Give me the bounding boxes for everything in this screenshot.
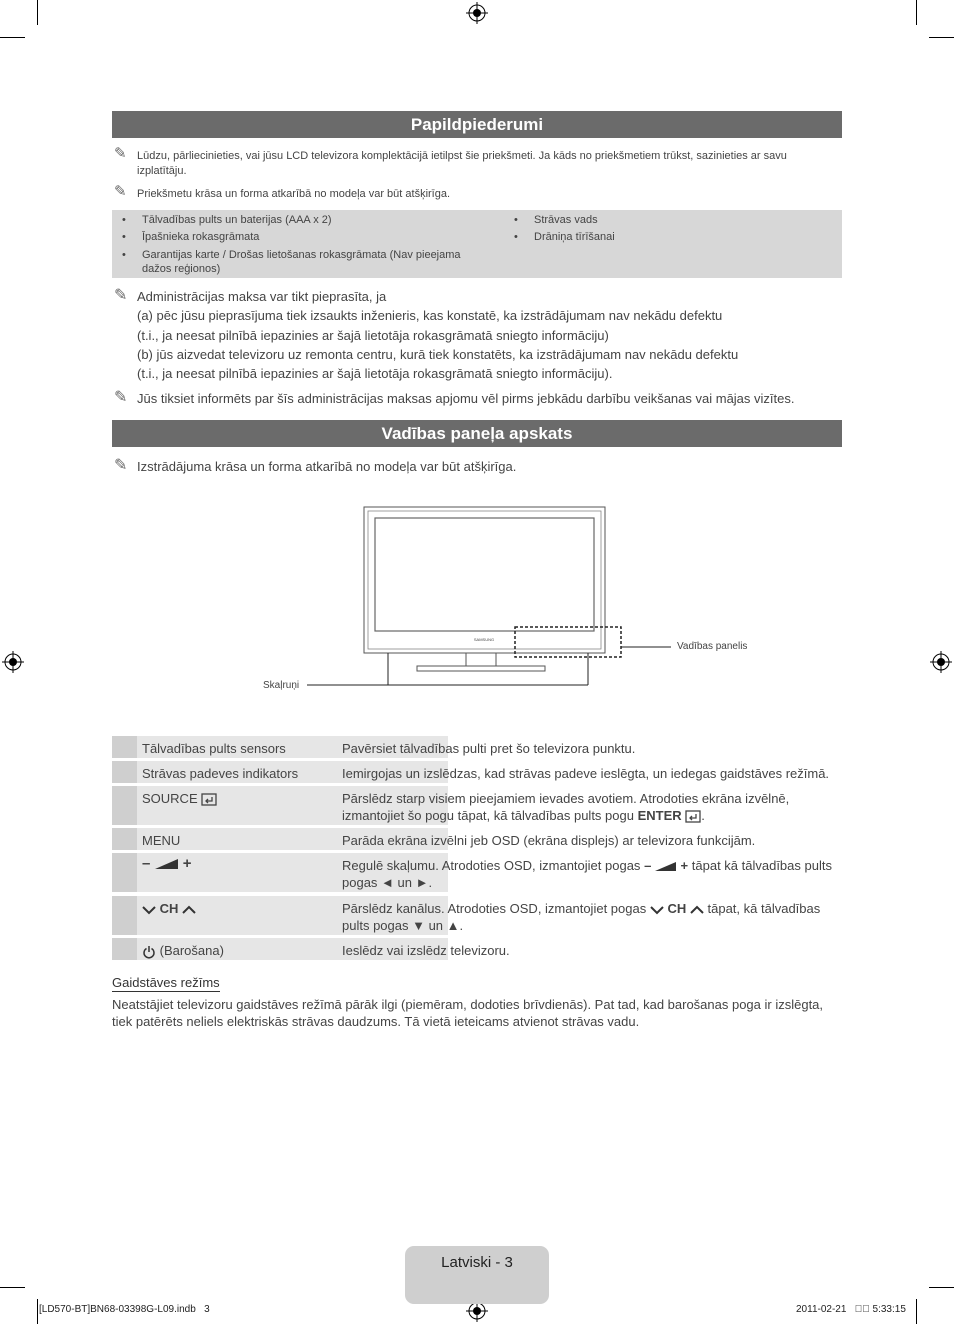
pencil-note-icon: ✎ bbox=[114, 457, 128, 474]
table-row bbox=[112, 761, 842, 783]
list-item: • Tālvadības pults un baterijas (AAA x 2) bbox=[122, 214, 332, 226]
volume-minus-label: – bbox=[142, 855, 151, 872]
note-appearance: ✎ Priekšmetu krāsa un forma atkarībā no modeļa var būt atšķirīga. bbox=[114, 183, 451, 200]
pencil-note-icon: ✎ bbox=[114, 183, 127, 200]
control-description: Pavērsiet tālvadības pulti pret šo televizora punktu. bbox=[342, 741, 636, 756]
date-info: 2011-02-21 ￿￿ 5:33:15 bbox=[796, 1304, 906, 1315]
pencil-note-icon: ✎ bbox=[114, 389, 128, 406]
list-item: • Īpašnieka rokasgrāmata bbox=[122, 231, 260, 243]
power-icon bbox=[142, 945, 156, 959]
chevron-up-icon bbox=[182, 905, 196, 915]
table-row bbox=[112, 828, 842, 850]
row-marker bbox=[112, 828, 137, 850]
row-marker bbox=[112, 938, 137, 960]
admin-line: (a) pēc jūsu pieprasījuma tiek izsaukts inženieris, kas konstatē, ka izstrādājumam nav nekādu defektu bbox=[137, 308, 723, 323]
brand-logo: SAMSUNG bbox=[473, 637, 495, 642]
control-description: Parāda ekrāna izvēlni jeb OSD (ekrāna displejs) ar televizora funkcijām. bbox=[342, 833, 756, 848]
label-speakers: Skaļruņi bbox=[263, 680, 300, 691]
registration-mark-icon bbox=[2, 651, 24, 673]
channel-label: CH bbox=[667, 901, 687, 916]
control-description: Ieslēdz vai izslēdz televizoru. bbox=[342, 943, 510, 958]
registration-mark-icon bbox=[466, 2, 488, 24]
crop-mark bbox=[37, 0, 38, 25]
note-product-appearance: ✎ Izstrādājuma krāsa un forma atkarībā no modeļa var būt atšķirīga. bbox=[114, 457, 517, 474]
label-control-panel: Vadības panelis bbox=[677, 641, 748, 652]
control-name: MENU bbox=[137, 828, 448, 850]
row-marker bbox=[112, 786, 137, 825]
row-marker bbox=[112, 896, 137, 935]
control-description: Iemirgojas un izslēdzas, kad strāvas padeve ieslēgta, un iedegas gaidstāves režīmā. bbox=[342, 766, 830, 781]
pencil-note-icon: ✎ bbox=[114, 287, 128, 304]
registration-mark-icon bbox=[930, 651, 952, 673]
volume-plus-label: + bbox=[182, 855, 192, 872]
control-description: Pārslēdz starp visiem pieejamiem ievades avotiem. Atrodoties ekrāna izvēlnē, izmantojiet šo pogu tāpat, kā tālvadības pults pogu ENTER . bbox=[342, 791, 790, 823]
tv-diagram bbox=[255, 500, 775, 700]
standby-heading: Gaidstāves režīms bbox=[112, 975, 220, 990]
pencil-note-icon: ✎ bbox=[114, 145, 127, 162]
crop-mark bbox=[37, 1299, 38, 1324]
row-marker bbox=[112, 853, 137, 892]
table-row bbox=[112, 786, 842, 825]
admin-line: (b) jūs aizvedat televizoru uz remonta centru, kurā tiek konstatēts, ka izstrādājumam nav nekādu defektu bbox=[137, 347, 739, 362]
volume-icon bbox=[155, 858, 179, 870]
control-description: Pārslēdz kanālus. Atrodoties OSD, izmantojiet pogas CH tāpat, kā tālvadības pults pogas ▼ un ▲. bbox=[342, 901, 821, 933]
page-label: Latviski - 3 bbox=[441, 1254, 513, 1271]
crop-mark bbox=[916, 1299, 917, 1324]
table-row bbox=[112, 736, 842, 758]
power-label: (Barošana) bbox=[159, 943, 224, 958]
chevron-up-icon bbox=[690, 905, 704, 915]
volume-plus-label: + bbox=[680, 858, 689, 873]
section-title-control-panel: Vadības paneļa apskats bbox=[112, 420, 842, 447]
note-checklist: ✎ Lūdzu, pārliecinieties, vai jūsu LCD televizora komplektācijā ietilpst šie priekšmeti. Ja kāds no priekšmetiem trūkst, sazinieties ar savu izplatītāju. bbox=[114, 145, 787, 177]
control-name: Tālvadības pults sensors bbox=[137, 736, 448, 758]
enter-label: ENTER bbox=[637, 808, 682, 823]
row-marker bbox=[112, 761, 137, 783]
chevron-down-icon bbox=[650, 905, 664, 915]
crop-mark bbox=[0, 37, 25, 38]
control-name: Strāvas padeves indikators bbox=[137, 761, 448, 783]
section-title-accessories: Papildpiederumi bbox=[112, 111, 842, 138]
chevron-down-icon bbox=[142, 905, 156, 915]
list-item: • Garantijas karte / Drošas lietošanas rokasgrāmata (Nav pieejama dažos reģionos) bbox=[122, 249, 461, 275]
source-icon bbox=[201, 793, 217, 806]
file-info: [LD570-BT]BN68-03398G-L09.indb 3 bbox=[39, 1304, 210, 1315]
source-label: SOURCE bbox=[142, 791, 198, 806]
volume-icon bbox=[655, 861, 677, 872]
channel-label: CH bbox=[159, 901, 179, 916]
crop-mark bbox=[0, 1287, 25, 1288]
standby-text: Neatstājiet televizoru gaidstāves režīmā pārāk ilgi (piemēram, dodoties brīvdienās). Pat tad, kad barošanas poga ir izslēgta, tiek patērēts neliels elektriskās strāvas daudzums. Tā vietā ieteicams atvienot strāvas vadu. bbox=[112, 997, 824, 1029]
note-admin-fee: ✎ Administrācijas maksa var tikt pieprasīta, ja bbox=[114, 287, 387, 304]
table-row bbox=[112, 896, 842, 935]
enter-icon bbox=[685, 810, 701, 823]
admin-line: (t.i., ja neesat pilnībā iepazinies ar šajā lietotāja rokasgrāmatā sniegto informāciju) bbox=[137, 328, 609, 343]
page-number-tab bbox=[405, 1246, 549, 1304]
control-description: Regulē skaļumu. Atrodoties OSD, izmantojiet pogas – + tāpat kā tālvadības pults pogas ◄ un ►. bbox=[342, 858, 832, 890]
crop-mark bbox=[916, 0, 917, 25]
crop-mark bbox=[929, 37, 954, 38]
volume-minus-label: – bbox=[644, 858, 652, 873]
crop-mark bbox=[929, 1287, 954, 1288]
table-row bbox=[112, 853, 842, 892]
list-item: • Strāvas vads bbox=[514, 214, 598, 226]
row-marker bbox=[112, 736, 137, 758]
note-admin-inform: ✎ Jūs tiksiet informēts par šīs administrācijas maksas apjomu vēl pirms jebkādu darbību veikšanas vai mājas vizītes. bbox=[114, 389, 795, 406]
admin-line: (t.i., ja neesat pilnībā iepazinies ar šajā lietotāja rokasgrāmatā sniegto informāciju). bbox=[137, 366, 613, 381]
list-item: • Drāniņa tīrīšanai bbox=[514, 231, 615, 243]
table-row bbox=[112, 938, 842, 960]
